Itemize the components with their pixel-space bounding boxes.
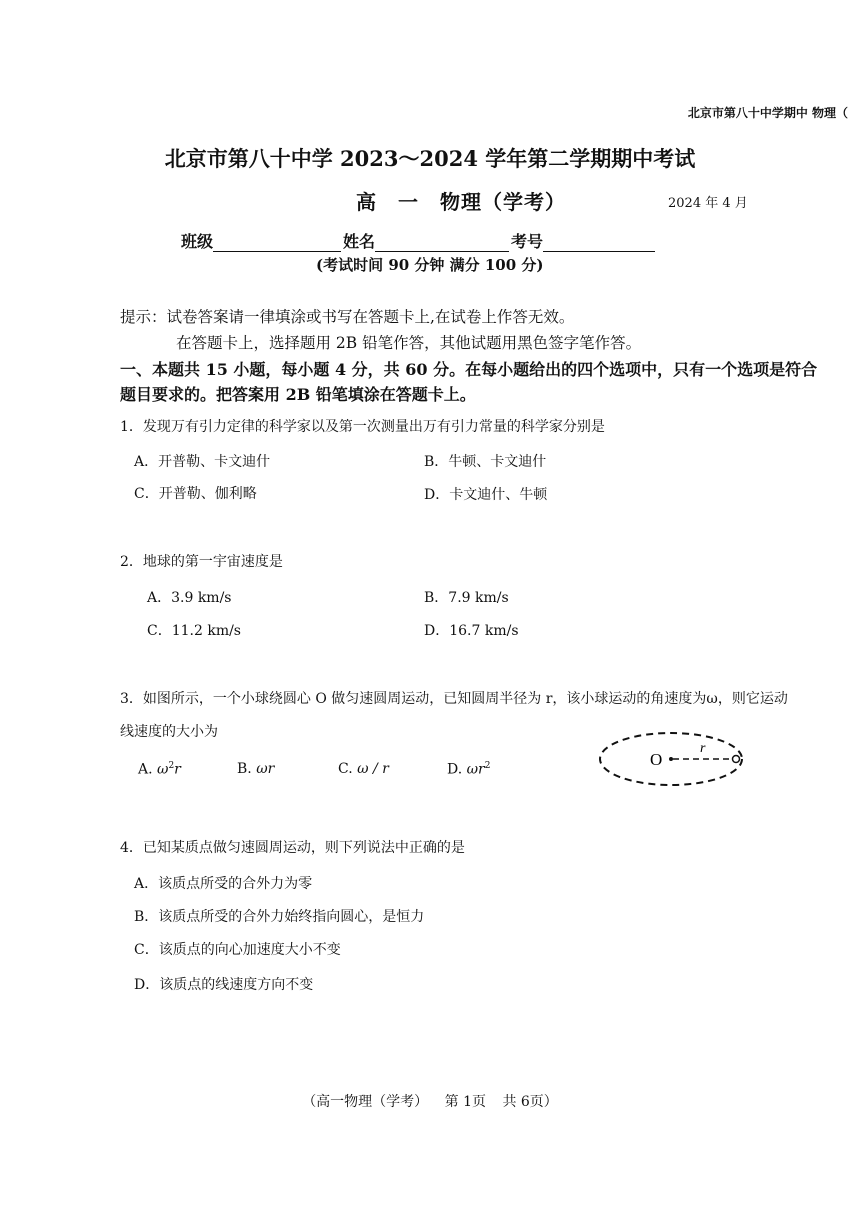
question-3-stem-line-1: 3．如图所示，一个小球绕圆心 O 做匀速圆周运动，已知圆周半径为 r，该小球运动的角速度为ω，则它运动 bbox=[120, 691, 788, 707]
option-a-label: A. bbox=[138, 761, 153, 778]
question-1-option-b: B．牛顿、卡文迪什 bbox=[424, 454, 547, 470]
option-b-math: ωr bbox=[256, 761, 275, 777]
option-d-label: D. bbox=[447, 761, 463, 778]
option-d-exponent: 2 bbox=[484, 761, 491, 771]
radius-label: r bbox=[700, 741, 706, 756]
exam-subtitle: 高 一 物理（学考） bbox=[356, 190, 566, 214]
page-footer bbox=[0, 1091, 860, 1111]
footer-total-pages: 共 6页） bbox=[502, 1094, 558, 1110]
name-label: 姓名 bbox=[343, 232, 376, 251]
question-2-option-c: C．11.2 km/s bbox=[147, 623, 241, 639]
notice-line-1: 提示：试卷答案请一律填涂或书写在答题卡上,在试卷上作答无效。 bbox=[120, 308, 575, 326]
question-1-option-d: D．卡文迪什、牛顿 bbox=[424, 487, 548, 503]
option-d-math: ωr bbox=[466, 761, 485, 778]
center-label: O bbox=[650, 750, 663, 769]
exam-date: 2024 年 4 月 bbox=[668, 196, 748, 211]
question-1-option-a: A．开普勒、卡文迪什 bbox=[134, 454, 271, 470]
question-2-stem: 2．地球的第一宇宙速度是 bbox=[120, 554, 283, 570]
option-a-math: ω bbox=[157, 761, 169, 778]
class-blank[interactable] bbox=[213, 235, 341, 252]
question-4-option-b: B．该质点所受的合外力始终指向圆心，是恒力 bbox=[134, 909, 425, 925]
question-3-option-a bbox=[138, 761, 181, 778]
question-4-option-a: A．该质点所受的合外力为零 bbox=[134, 876, 313, 892]
footer-course: （高一物理（学考） bbox=[302, 1094, 429, 1110]
center-dot bbox=[669, 757, 673, 761]
question-3-option-d bbox=[447, 761, 490, 778]
question-3-option-c bbox=[338, 761, 389, 777]
option-c-math: ω / r bbox=[357, 761, 389, 777]
id-blank[interactable] bbox=[543, 235, 655, 252]
question-4-stem: 4．已知某质点做匀速圆周运动，则下列说法中正确的是 bbox=[120, 840, 465, 856]
question-1-option-c: C．开普勒、伽利略 bbox=[134, 486, 257, 502]
option-c-label: C. bbox=[338, 761, 353, 777]
question-2-option-d: D．16.7 km/s bbox=[424, 623, 519, 639]
question-3-option-b bbox=[237, 761, 274, 777]
exam-title: 北京市第八十中学 2023～2024 学年第二学期期中考试 bbox=[164, 146, 696, 171]
question-4-option-d: D．该质点的线速度方向不变 bbox=[134, 977, 314, 993]
section-one-instructions: 一、本题共 15 小题，每小题 4 分，共 60 分。在每小题给出的四个选项中，只有一个选项是符合题目要求的。把答案用 2B 铅笔填涂在答题卡上。 bbox=[120, 360, 818, 404]
footer-page-number: 第 1页 bbox=[444, 1094, 486, 1110]
notice-line-2: 在答题卡上，选择题用 2B 铅笔作答，其他试题用黑色签字笔作答。 bbox=[176, 334, 642, 352]
question-2-option-a: A．3.9 km/s bbox=[147, 590, 232, 606]
option-b-label: B. bbox=[237, 761, 252, 777]
student-info-fields bbox=[181, 229, 657, 252]
question-1-stem: 1．发现万有引力定律的科学家以及第一次测量出万有引力常量的科学家分别是 bbox=[120, 419, 605, 435]
circular-motion-figure bbox=[594, 727, 750, 791]
name-blank[interactable] bbox=[375, 235, 509, 252]
class-label: 班级 bbox=[181, 232, 214, 251]
option-a-exponent: 2 bbox=[168, 761, 175, 771]
question-2-option-b: B．7.9 km/s bbox=[424, 590, 509, 606]
question-3-stem-line-2: 线速度的大小为 bbox=[120, 724, 218, 740]
page-corner-header: 北京市第八十中学期中 物理（ bbox=[687, 106, 848, 120]
ball bbox=[733, 756, 740, 763]
exam-time-info: (考试时间 90 分钟 满分 100 分) bbox=[316, 256, 544, 274]
id-label: 考号 bbox=[511, 232, 544, 251]
option-a-tail: r bbox=[174, 761, 181, 778]
question-4-option-c: C．该质点的向心加速度大小不变 bbox=[134, 942, 341, 958]
